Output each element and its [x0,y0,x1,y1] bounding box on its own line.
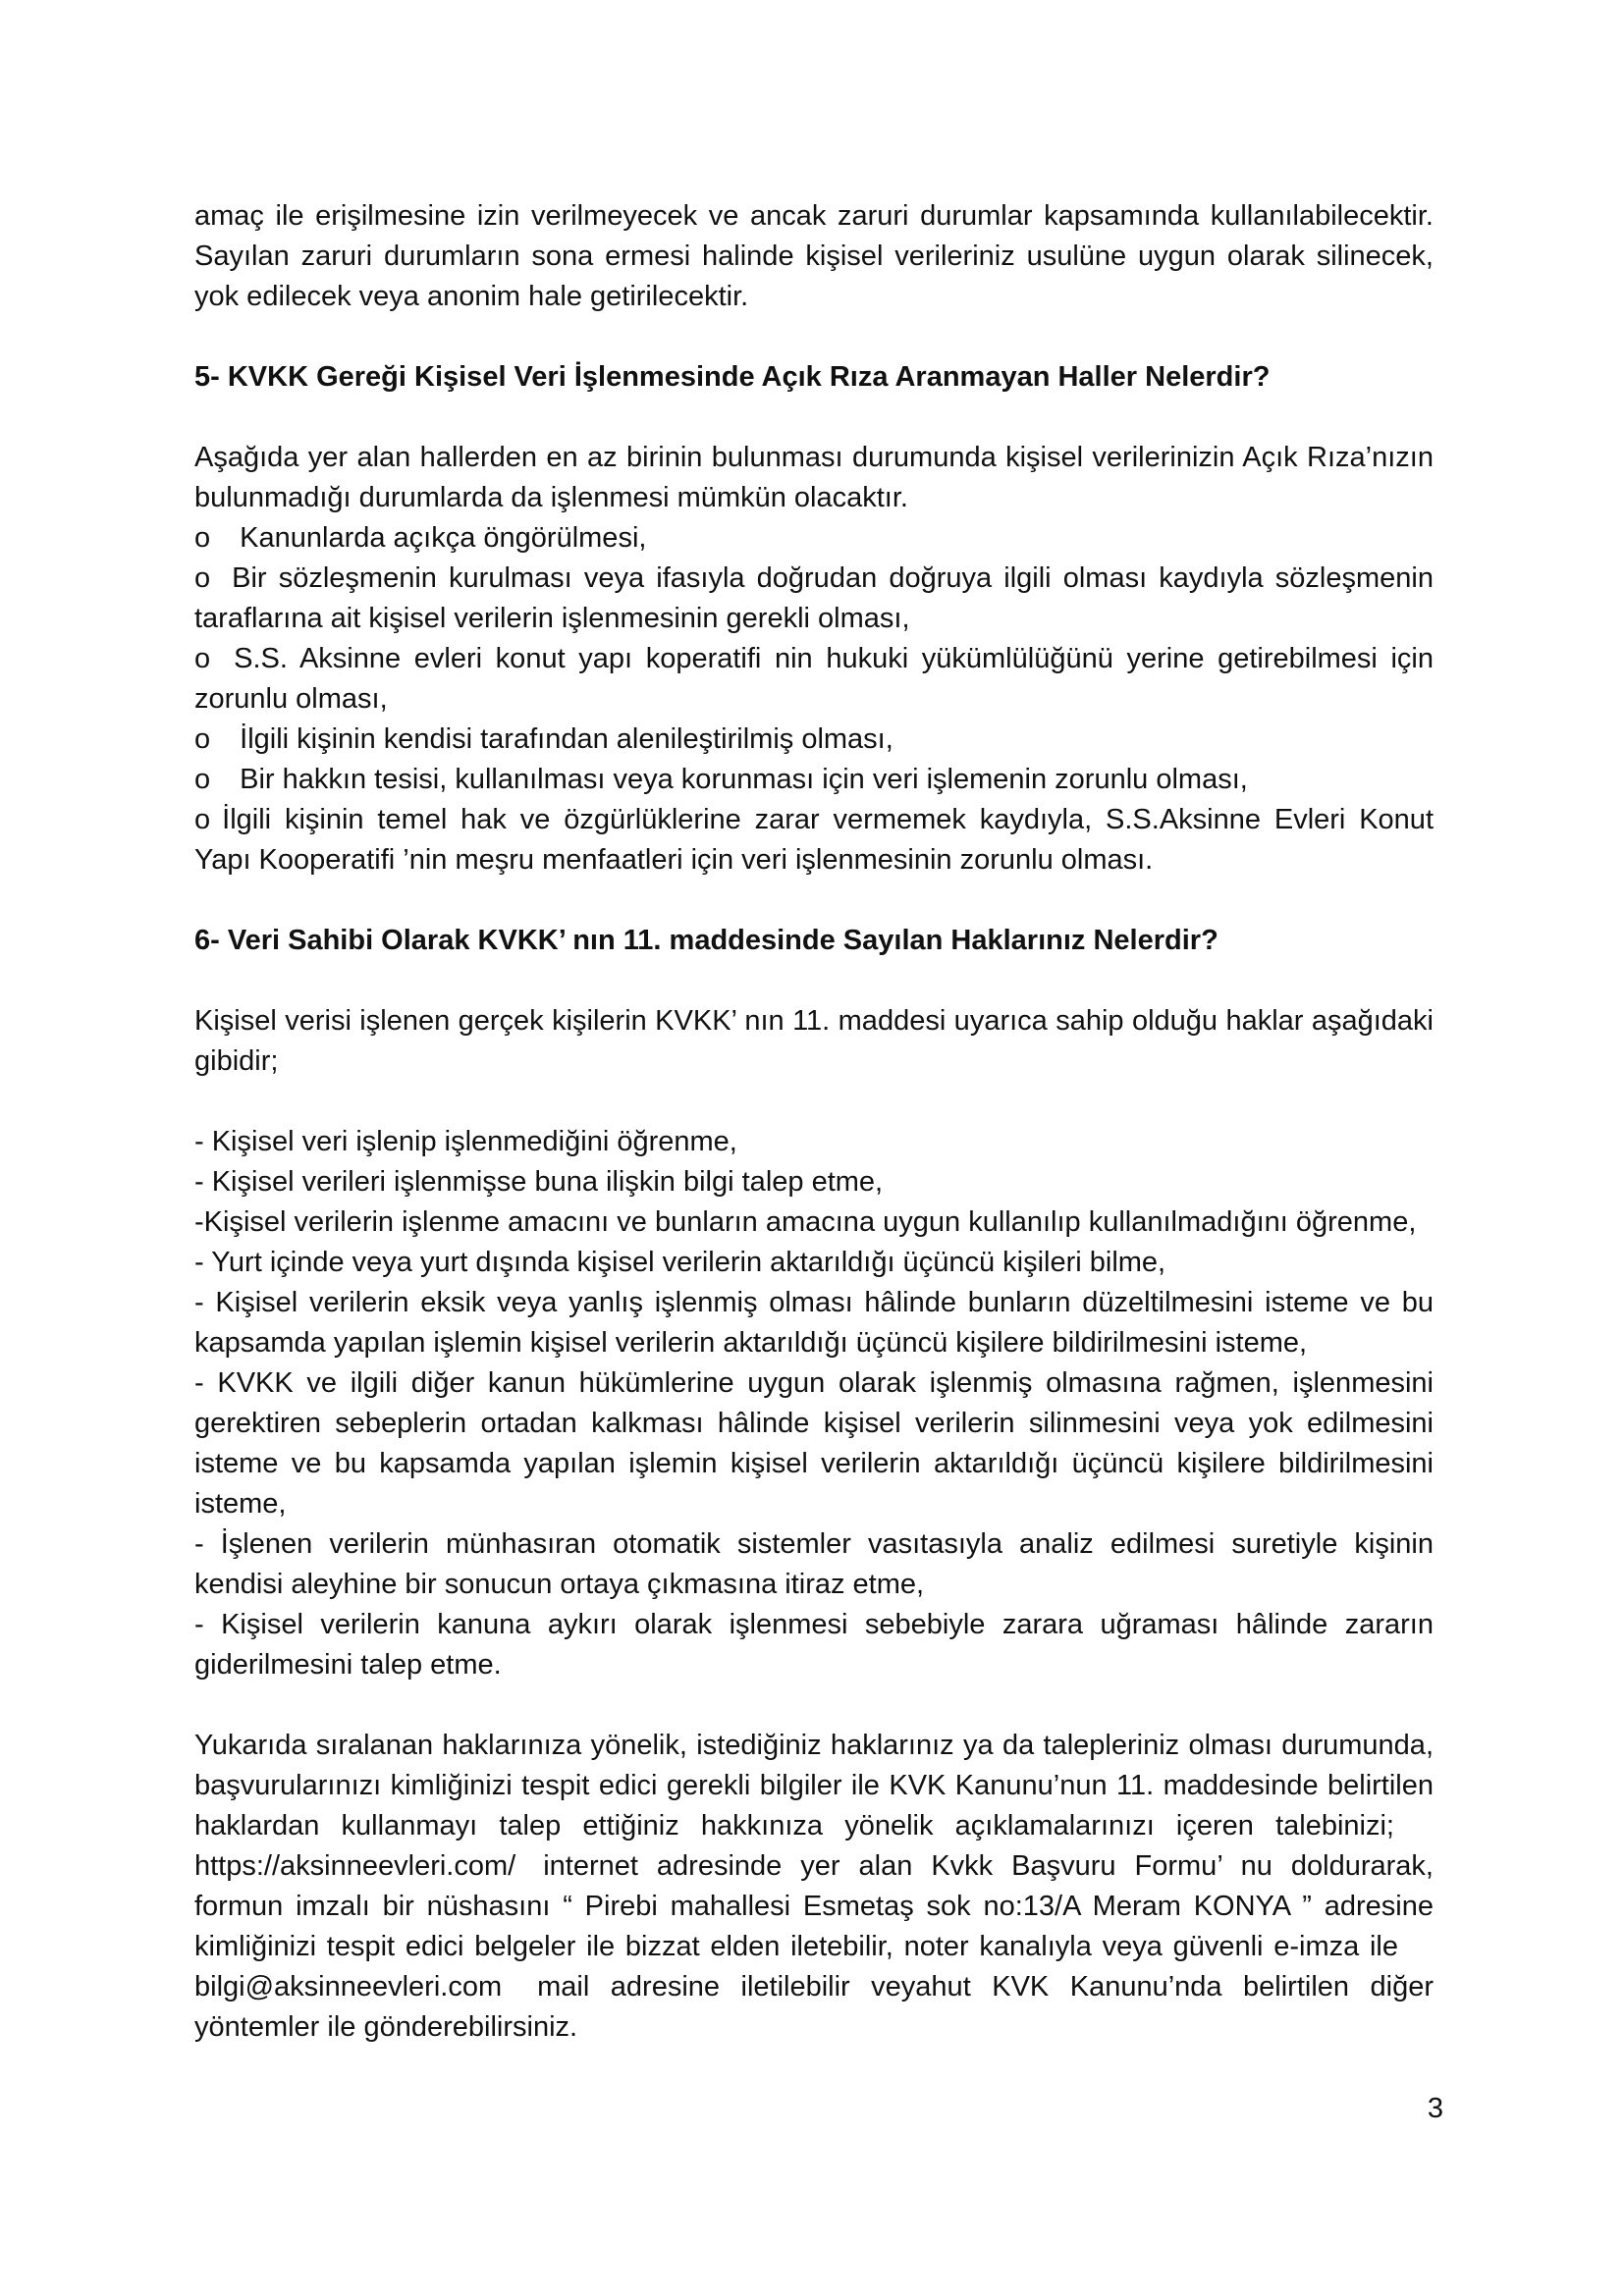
list-item: -Kişisel verilerin işlenme amacını ve bunların amacına uygun kullanılıp kullanılmadığını öğrenme, [194,1206,1417,1238]
list-item: - Kişisel veri işlenip işlenmediğini öğrenme, [194,1126,737,1157]
section-5-heading: 5- KVKK Gereği Kişisel Veri İşlenmesinde Açık Rıza Aranmayan Haller Nelerdir? [194,361,1271,393]
contact-email: bilgi@aksinneevleri.com [194,1971,503,2002]
section-6-heading: 6- Veri Sahibi Olarak KVKK’ nın 11. maddesinde Sayılan Haklarınız Nelerdir? [194,925,1218,956]
list-item: o İlgili kişinin temel hak ve özgürlüklerine zarar vermemek kaydıyla, S.S.Aksinne Evleri Konut Yapı Kooperatifi ’nin meşru menfaatleri için veri işlenmesinin zorunlu olması. [194,804,1434,876]
list-item: - Kişisel verileri işlenmişse buna ilişkin bilgi talep etme, [194,1166,884,1198]
intro-paragraph: amaç ile erişilmesine izin verilmeyecek ve ancak zaruri durumlar kapsamında kullanılabilecektir. Sayılan zaruri durumların sona ermesi halinde kişisel verileriniz usulüne uygun olarak silinecek, yok edilecek veya anonim hale getirilecektir. [194,200,1434,312]
website-url: https://aksinneevleri.com/ [194,1850,516,1882]
bullet-marker: o [194,804,211,835]
bullet-marker: o [194,522,211,554]
list-item: - KVKK ve ilgili diğer kanun hükümlerine uygun olarak işlenmiş olmasına rağmen, işlenmesini gerektiren sebeplerin ortadan kalkması hâlinde kişisel verilerin silinmesini veya yok edilmesini isteme ve bu kapsamda yapılan işlemin kişisel verilerin aktarıldığı üçüncü kişilere bildirilmesini isteme, [194,1367,1434,1520]
page-number: 3 [1427,2093,1443,2124]
list-item: o Bir hakkın tesisi, kullanılması veya korunması için veri işlemenin zorunlu olması, [194,764,1248,795]
list-item: - İşlenen verilerin münhasıran otomatik sistemler vasıtasıyla analiz edilmesi suretiyle kişinin kendisi aleyhine bir sonucun ortaya çıkmasına itiraz etme, [194,1528,1434,1600]
list-item: - Kişisel verilerin eksik veya yanlış işlenmiş olması hâlinde bunların düzeltilmesini isteme ve bu kapsamda yapılan işlemin kişisel verilerin aktarıldığı üçüncü kişilere bildirilmesini isteme, [194,1287,1434,1359]
section-5-lead: Aşağıda yer alan hallerden en az birinin bulunması durumunda kişisel verilerinizin Açık Rıza’nızın bulunmadığı durumlarda da işlenmesi mümkün olacaktır. [194,442,1434,513]
page-content [194,196,1434,2048]
list-item: o Kanunlarda açıkça öngörülmesi, [194,522,647,554]
list-item: - Yurt içinde veya yurt dışında kişisel verilerin aktarıldığı üçüncü kişileri bilme, [194,1247,1166,1278]
closing-paragraph: Yukarıda sıralanan haklarınıza yönelik, istediğiniz haklarınız ya da talepleriniz olması durumunda, başvurularınızı kimliğinizi tespit edici gerekli bilgiler ile KVK Kanunu’nun 11. maddesinde belirtilen haklardan kullanmayı talep ettiğiniz hakkınıza yönelik açıklamalarınızı içeren talebinizi;https://aksinneevleri.com/ internet adresinde yer alan Kvkk Başvuru Formu’ nu doldurarak, formun imzalı bir nüshasını “ Pirebi mahallesi Esmetaş sok no:13/A Meram KONYA ” adresine kimliğinizi tespit edici belgeler ile bizzat elden iletebilir, noter kanalıyla veya güvenli e-imza ilebilgi@aksinneevleri.com mail adresine iletilebilir veyahut KVK Kanunu’nda belirtilen diğer yöntemler ile gönderebilirsiniz. [194,1730,1434,2043]
section-6-lead: Kişisel verisi işlenen gerçek kişilerin KVKK’ nın 11. maddesi uyarıca sahip olduğu haklar aşağıdaki gibidir; [194,1005,1434,1077]
bullet-marker: o [194,764,211,795]
bullet-marker: o [194,643,211,674]
bullet-marker: o [194,723,211,755]
list-item: - Kişisel verilerin kanuna aykırı olarak işlenmesi sebebiyle zarara uğraması hâlinde zararın giderilmesini talep etme. [194,1609,1434,1681]
list-item: o İlgili kişinin kendisi tarafından alenileştirilmiş olması, [194,723,893,755]
list-item: o S.S. Aksinne evleri konut yapı koperatifi nin hukuki yükümlülüğünü yerine getirebilmesi için zorunlu olması, [194,643,1434,715]
bullet-marker: o [194,562,211,594]
list-item: o Bir sözleşmenin kurulması veya ifasıyla doğrudan doğruya ilgili olması kaydıyla sözleşmenin taraflarına ait kişisel verilerin işlenmesinin gerekli olması, [194,562,1434,634]
